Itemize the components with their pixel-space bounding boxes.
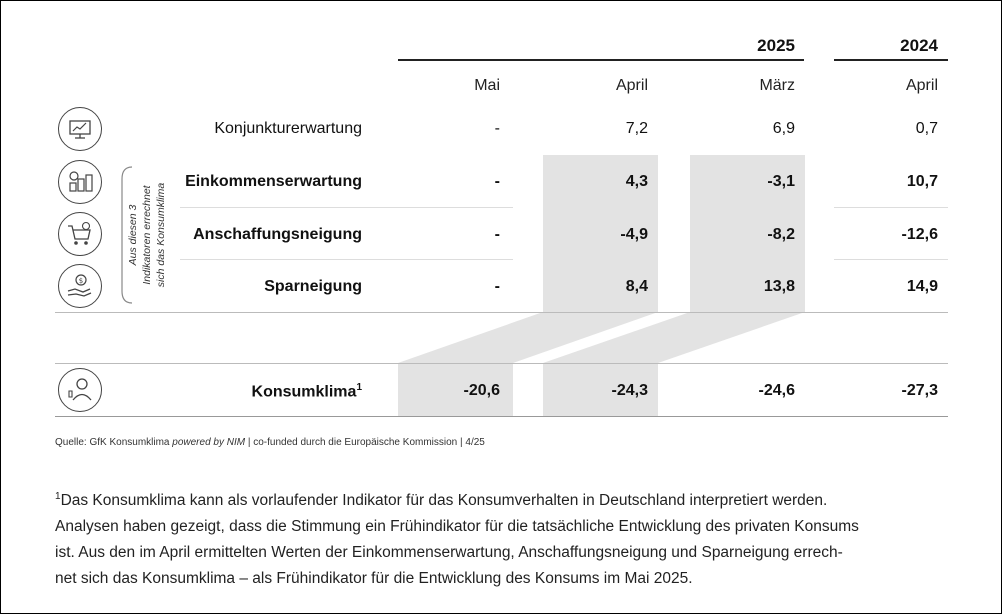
cell: 10,7 (906, 173, 938, 190)
month-maerz: März (759, 77, 795, 94)
year-2024: 2024 (900, 36, 938, 55)
cell: 8,4 (625, 278, 648, 295)
footnote-line2: Analysen haben gezeigt, dass die Stimmung ein Frühindikator für die tatsächliche Entwicklung des privaten Konsums (55, 518, 859, 536)
row-label-konjunktur: Konjunkturerwartung (214, 120, 362, 137)
section-divider (55, 363, 948, 364)
total-cell: -27,3 (901, 382, 938, 399)
shopping-cart-icon (58, 212, 102, 256)
coins-icon (58, 160, 102, 204)
row-divider (180, 259, 513, 260)
source-suffix: | co-funded durch die Europäische Kommission | 4/25 (245, 437, 485, 448)
money-hand-icon (58, 264, 102, 308)
total-label-text: Konsumklima (251, 383, 357, 401)
monitor-chart-icon (58, 107, 102, 151)
cell: 4,3 (625, 173, 648, 190)
footnote-line1 (55, 484, 955, 514)
cell: 14,9 (906, 278, 938, 295)
source-prefix: Quelle: GfK Konsumklima (55, 437, 173, 448)
row-divider (834, 207, 948, 208)
row-label-spar: Sparneigung (264, 278, 362, 295)
year-2025: 2025 (757, 36, 795, 55)
person-thumb-icon (58, 368, 102, 412)
row-label-anschaffung: Anschaffungsneigung (193, 226, 362, 243)
cell: 6,9 (772, 120, 795, 137)
cell: - (494, 278, 500, 295)
cell: -4,9 (620, 226, 648, 243)
total-label-sup: 1 (356, 382, 362, 393)
year-2025-rule (398, 59, 804, 61)
footnote-line4: net sich das Konsumklima – als Frühindikator für die Entwicklung des Konsums im Mai 2025. (55, 570, 693, 588)
month-april-2025: April (615, 77, 648, 94)
row-divider (180, 207, 513, 208)
cell: - (494, 173, 500, 190)
year-2024-rule (834, 59, 948, 61)
cell: 7,2 (625, 120, 648, 137)
svg-text:$: $ (78, 277, 84, 285)
month-mai: Mai (474, 77, 500, 94)
total-cell: -20,6 (463, 382, 500, 399)
cell: - (494, 226, 500, 243)
table-bottom-rule (55, 416, 948, 417)
total-cell: -24,3 (611, 382, 648, 399)
side-note-line2: Indikatoren errechnet (141, 185, 153, 285)
footnote-line3: ist. Aus den im April ermittelten Werten der Einkommenserwartung, Anschaffungsneigung und Sparneigung errech- (55, 544, 843, 562)
row-label-einkommen: Einkommenserwartung (185, 173, 362, 190)
source-italic: powered by NIM (172, 437, 246, 448)
cell: - (494, 120, 500, 137)
total-cell: -24,6 (758, 382, 795, 399)
total-label (140, 382, 362, 401)
cell: -3,1 (767, 173, 795, 190)
cell: 13,8 (763, 278, 795, 295)
side-note-line3: sich das Konsumklima (155, 182, 167, 288)
footnote-sup: 1 (55, 491, 61, 502)
side-note-line1: Aus diesen 3 (127, 204, 139, 266)
side-note (126, 160, 174, 310)
footnote-line1-text: Das Konsumklima kann als vorlaufender Indikator für das Konsumverhalten in Deutschland interpretiert werden. (60, 492, 828, 510)
section-divider (55, 312, 948, 313)
cell: -8,2 (767, 226, 795, 243)
row-divider (834, 259, 948, 260)
cell: 0,7 (915, 120, 938, 137)
source-line (55, 437, 755, 448)
footnote (55, 484, 955, 592)
cell: -12,6 (901, 226, 938, 243)
month-april-2024: April (905, 77, 938, 94)
